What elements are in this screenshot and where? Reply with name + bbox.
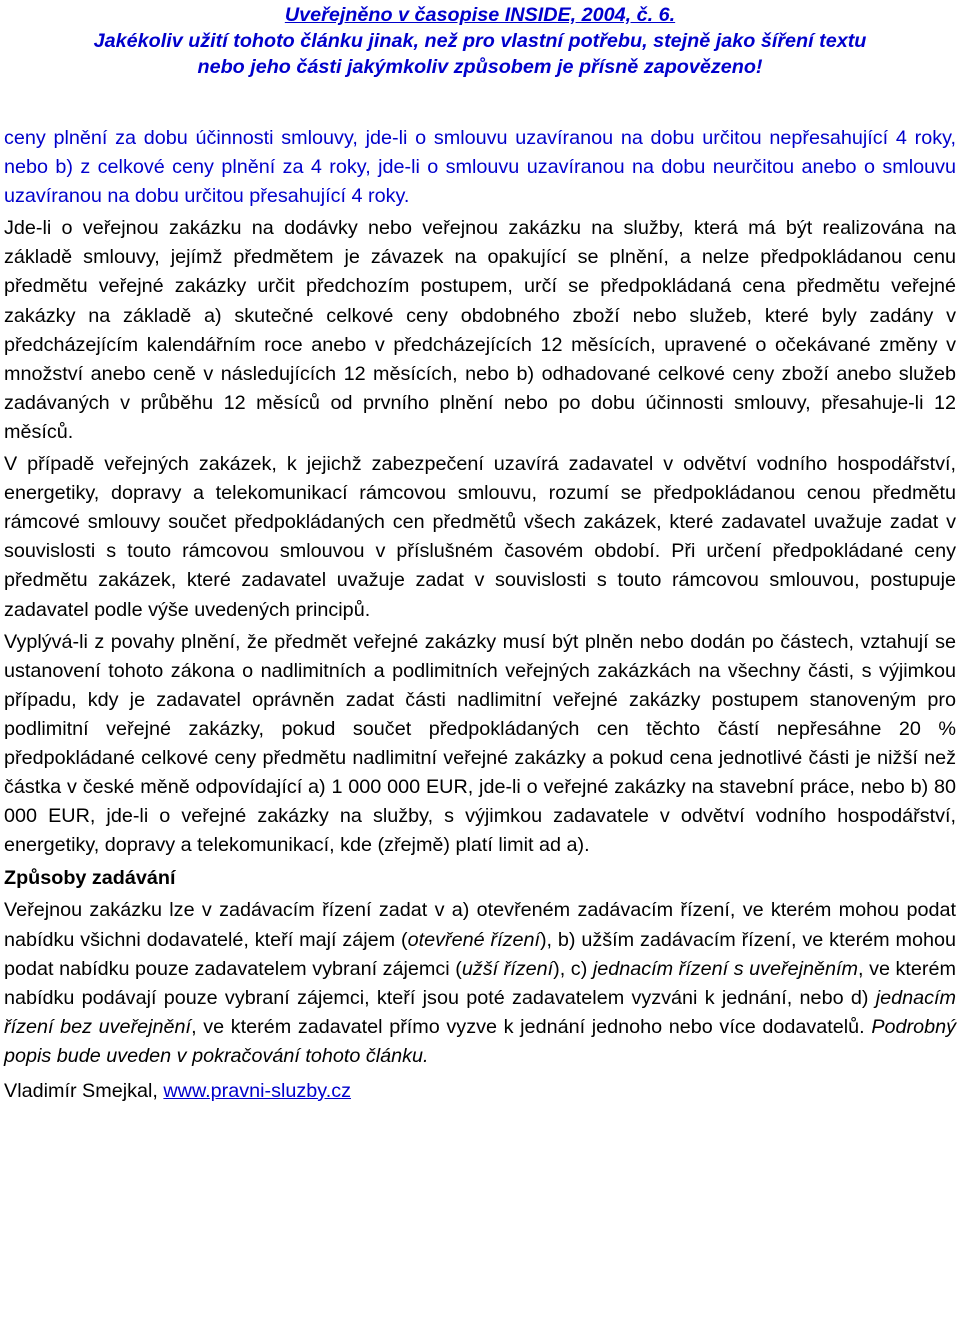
article-page (4, 2, 956, 1106)
section-heading: Způsoby zadávání (4, 867, 176, 890)
author-line (4, 1077, 956, 1106)
paragraph-5-text-5: , ve kterém zadavatel přímo vyzve k jednání jednoho nebo více dodavatelů. (191, 1015, 872, 1038)
paragraph-4: Vyplývá-li z povahy plnění, že předmět veřejné zakázky musí být plněn nebo dodán po částech, vztahují se ustanovení tohoto zákona o nadlimitních a podlimitních veřejných zakázkách na všechny části, s výjimkou případu, kdy je zadavatel oprávněn zadat části nadlimitní veřejné zakázky postupem stanoveným pro podlimitní veřejné zakázky, pokud součet předpokládaných cen těchto částí nepřesáhne 20 % předpokládané celkové ceny předmětu nadlimitní veřejné zakázky a pokud cena jednotlivé části je nižší než částka v české měně odpovídající a) 1 000 000 EUR, jde-li o veřejné zakázky na stavební práce, nebo b) 80 000 EUR, jde-li o veřejné zakázky na služby, s výjimkou zadavatele v odvětví vodního hospodářství, energetiky, dopravy a telekomunikací, kde (zřejmě) platí limit ad a). (4, 630, 956, 857)
paragraph-1: ceny plnění za dobu účinnosti smlouvy, jde-li o smlouvu uzavíranou na dobu určitou nepřesahující 4 roky, nebo b) z celkové ceny plnění za 4 roky, jde-li o smlouvu uzavíranou na dobu neurčitou anebo o smlouvu uzavíranou na dobu určitou přesahující 4 roky. (4, 127, 956, 208)
paragraph-5 (4, 896, 956, 1071)
paragraph-5-text-4: , ve kterém nabídku podávají pouze vybraní zájemci, kteří jsou poté zadavatelem vyzváni k jednání, nebo d) (4, 957, 956, 1009)
publication-notice (4, 2, 956, 80)
website-link[interactable]: www.pravni-sluzby.cz (163, 1080, 351, 1102)
paragraph-5-text-2: ), b) užším zadávacím řízení, ve kterém mohou podat nabídku pouze zadavatelem vybraní zájemci ( (4, 928, 956, 980)
paragraph-5-emphasis-3: jednacím řízení s uveřejněním (592, 957, 859, 980)
article-body (4, 124, 956, 1106)
paragraph-3: V případě veřejných zakázek, k jejichž zabezpečení uzavírá zadavatel v odvětví vodního hospodářství, energetiky, dopravy a telekomunikací rámcovou smlouvu, rozumí se předpokládanou cenou předmětu rámcové smlouvy součet předpokládaných cen předmětů všech zakázek, které zadavatel uvažuje zadat v souvislosti s touto rámcovou smlouvou v příslušném časovém období. Při určení předpokládané ceny předmětu zakázek, které zadavatel uvažuje zadat v souvislosti s touto rámcovou smlouvou, postupuje zadavatel podle výše uvedených principů. (4, 453, 956, 621)
paragraph-5-text-1: Veřejnou zakázku lze v zadávacím řízení zadat v a) otevřeném zadávacím řízení, ve kterém mohou podat nabídku všichni dodavatelé, kteří mají zájem ( (4, 899, 956, 951)
copyright-notice-line-2: nebo jeho části jakýmkoliv způsobem je přísně zapovězeno! (197, 56, 763, 78)
copyright-notice-line-1: Jakékoliv užití tohoto článku jinak, než pro vlastní potřebu, stejně jako šíření textu (93, 30, 867, 52)
continuation-note: Podrobný popis bude uveden v pokračování tohoto článku. (4, 1015, 956, 1067)
paragraph-5-emphasis-2: užší řízení (461, 957, 554, 980)
paragraph-5-emphasis-4: jednacím řízení bez uveřejnění (4, 986, 956, 1038)
publication-source: Uveřejněno v časopise INSIDE, 2004, č. 6. (284, 4, 676, 26)
paragraph-2: Jde-li o veřejnou zakázku na dodávky nebo veřejnou zakázku na služby, která má být realizována na základě smlouvy, jejímž předmětem je závazek na opakující se plnění, a nelze předpokládanou cenu předmětu veřejné zakázky určit předchozím postupem, určí se předpokládaná cena předmětu veřejné zakázky na základě a) skutečné celkové ceny obdobného zboží nebo služeb, které byly zadány v předcházejícím kalendářním roce anebo v předcházejících 12 měsících, upravené o očekávané změny v množství anebo ceně v následujících 12 měsících, nebo b) odhadované celkové ceny zboží anebo služeb zadávaných v průběhu 12 měsíců od prvního plnění nebo po dobu účinnosti smlouvy, přesahuje-li 12 měsíců. (4, 217, 956, 443)
paragraph-5-text-3: ), c) (553, 957, 593, 980)
author-name: Vladimír Smejkal, (4, 1080, 164, 1102)
paragraph-5-emphasis-1: otevřené řízení (407, 928, 540, 951)
